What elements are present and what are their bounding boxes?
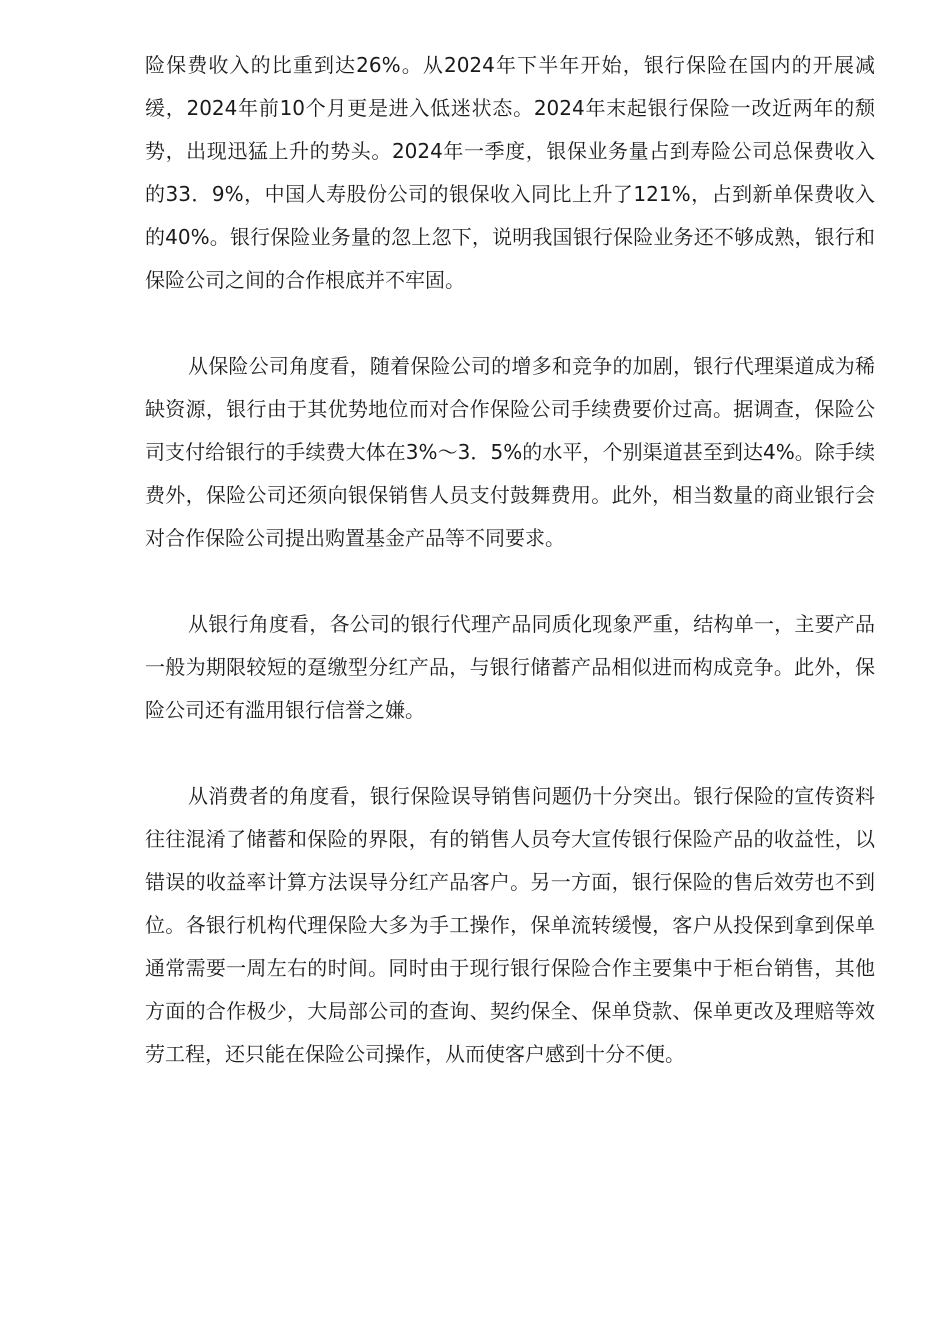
paragraph-bank-insurance-trend: 险保费收入的比重到达26%。从2024年下半年开始，银行保险在国内的开展减缓，2024年前10个月更是进入低迷状态。2024年末起银行保险一改近两年的颓势，出现迅猛上升的势头。2024年一季度，银保业务量占到寿险公司总保费收入的33．9%，中国人寿股份公司的银保收入同比上升了121%，占到新单保费收入的40%。银行保险业务量的忽上忽下，说明我国银行保险业务还不够成熟，银行和保险公司之间的合作根底并不牢固。 [145,53,875,292]
paragraph-bank-perspective: 从银行角度看，各公司的银行代理产品同质化现象严重，结构单一，主要产品一般为期限较短的趸缴型分红产品，与银行储蓄产品相似进而构成竞争。此外，保险公司还有滥用银行信誉之嫌。 [145,612,875,722]
document-body [145,44,875,1119]
paragraph-consumer-perspective: 从消费者的角度看，银行保险误导销售问题仍十分突出。银行保险的宣传资料往往混淆了储蓄和保险的界限，有的销售人员夸大宣传银行保险产品的收益性，以错误的收益率计算方法误导分红产品客户。另一方面，银行保险的售后效劳也不到位。各银行机构代理保险大多为手工操作，保单流转缓慢，客户从投保到拿到保单通常需要一周左右的时间。同时由于现行银行保险合作主要集中于柜台销售，其他方面的合作极少，大局部公司的查询、契约保全、保单贷款、保单更改及理赔等效劳工程，还只能在保险公司操作，从而使客户感到十分不便。 [145,784,875,1066]
paragraph-insurer-perspective: 从保险公司角度看，随着保险公司的增多和竞争的加剧，银行代理渠道成为稀缺资源，银行由于其优势地位而对合作保险公司手续费要价过高。据调查，保险公司支付给银行的手续费大体在3%～3．5%的水平，个别渠道甚至到达4%。除手续费外，保险公司还须向银保销售人员支付鼓舞费用。此外，相当数量的商业银行会对合作保险公司提出购置基金产品等不同要求。 [145,354,875,550]
